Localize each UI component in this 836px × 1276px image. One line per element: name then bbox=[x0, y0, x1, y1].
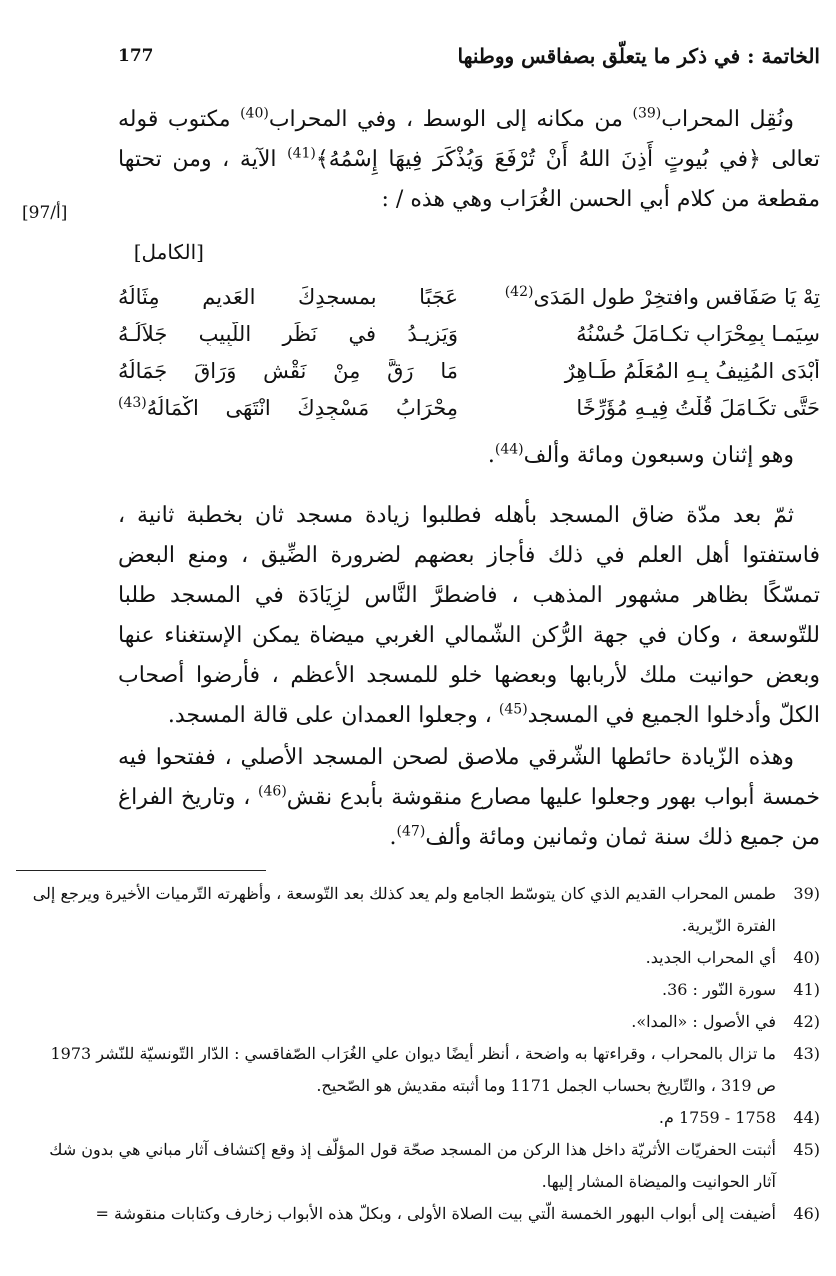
footnote-number: (41 bbox=[793, 980, 820, 999]
intro-text-2: من مكانه إلى الوسط ، وفي المحراب bbox=[268, 107, 633, 132]
footnote-text: في الأصول : «المدا». bbox=[631, 1012, 776, 1031]
verse-1-first-hemistich: تِهْ يَا صَفَاقس وافتخِرْ طول المَدَى$^{(42)}$ bbox=[504, 284, 820, 309]
footnote bbox=[28, 974, 820, 1006]
poem-verse bbox=[118, 352, 820, 389]
footnote-number: (40 bbox=[793, 948, 820, 967]
footnote bbox=[28, 1198, 820, 1230]
poem bbox=[118, 278, 820, 426]
date-line-text: وهو إثنان وسبعون ومائة وألف bbox=[523, 443, 794, 468]
footnote-text: أضيفت إلى أبواب البهور الخمسة الّتي بيت الصلاة الأولى ، وبكلّ هذه الأبواب زخارف وكتابات منقوشة = bbox=[95, 1204, 776, 1223]
page-header bbox=[118, 40, 820, 80]
paragraph-expansion bbox=[118, 496, 820, 736]
footnote-number: (45 bbox=[793, 1140, 820, 1159]
intro-text-1: ونُقِل المحراب bbox=[661, 107, 795, 132]
footnote-text: ما تزال بالمحراب ، وقراءتها به واضحة ، أنظر أيضًا ديوان علي الغُرَاب الصّفاقسي : الدّار التّونسيّة للنّشر 1973 ص 319 ، والتّاريخ بحساب الجمل 1171 وما أثبته مقديش هو الصّحيح. bbox=[50, 1044, 776, 1095]
poem-verse bbox=[118, 389, 820, 426]
footnote-text: سورة النّور : 36. bbox=[661, 980, 776, 999]
footnote-ref-47: (47) bbox=[396, 823, 426, 840]
footnote-separator bbox=[16, 870, 266, 871]
footnote bbox=[28, 1006, 820, 1038]
footnote-text: أثبتت الحفريّات الأثريّة داخل هذا الركن من المسجد صحّة قول المؤلّف إذ وقع إكتشاف آثار مباني هي بدون شك آثار الحوانيت والميضاة المشار إليها. bbox=[49, 1140, 776, 1191]
footnote-ref-42: (42) bbox=[504, 284, 534, 300]
manuscript-folio-reference: [97/أ] bbox=[22, 203, 68, 223]
paragraph-addition bbox=[118, 738, 820, 858]
running-title: الخاتمة : في ذكر ما يتعلّق بصفاقس ووطنها bbox=[457, 44, 820, 68]
footnote-ref-39: (39) bbox=[632, 105, 662, 122]
verse-3-first-hemistich: أَبْدَى المُنِيفُ بِـهِ المُعَلِّمُ طَـاهِرٌ bbox=[564, 358, 820, 383]
footnote-number: (44 bbox=[793, 1108, 820, 1127]
footnote-number: (39 bbox=[793, 884, 820, 903]
paragraph-2-text-2: ، وجعلوا العمدان على قالة المسجد. bbox=[167, 703, 499, 728]
poem-verse bbox=[118, 315, 820, 352]
footnote-ref-46: (46) bbox=[258, 783, 287, 800]
verse-1-second-hemistich: عَجَبًا بمسجدِكَ العَديمِ مِثَالُهُ bbox=[118, 284, 458, 309]
footnote bbox=[28, 942, 820, 974]
footnote bbox=[28, 1134, 820, 1198]
footnote bbox=[28, 1102, 820, 1134]
paragraph-3-text-3: . bbox=[389, 825, 397, 850]
poem-date-line bbox=[118, 436, 820, 476]
footnote bbox=[28, 878, 820, 942]
verse-4-second-hemistich: مِحْرَابُ مَسْجِدِكَ انْتَهَى اكْمَالُهُ$^{(43)}$ bbox=[118, 395, 458, 420]
footnote-text: 1758 - 1759 م. bbox=[658, 1108, 776, 1127]
footnote-number: (42 bbox=[793, 1012, 820, 1031]
footnote-ref-41: (41) bbox=[287, 145, 316, 162]
poem-verse bbox=[118, 278, 820, 315]
verse-4-first-hemistich: حَتَّى تكَـامَلَ قُلْتُ فِيـهِ مُؤَرِّخًا bbox=[576, 395, 820, 420]
paragraph-3-text-1: وهذه الزّيادة حائطها الشّرقي ملاصق لصحن المسجد الأصلي ، ففتحوا فيه خمسة أبواب بهور وجعلوا عليها مصارع منقوشة بأبدع نقش bbox=[118, 745, 820, 810]
intro-text-3: مكتوب قوله تعالى ﴿في بُيوتٍ أَذِنَ اللهُ أَنْ تُرْفَعَ وَيُذْكَرَ فِيهَا إِسْمُهُ﴾ bbox=[118, 107, 820, 172]
date-line-end: . bbox=[487, 443, 495, 468]
footnote-ref-45: (45) bbox=[498, 701, 528, 718]
footnote-number: (43 bbox=[793, 1044, 820, 1063]
footnote-number: (46 bbox=[793, 1204, 820, 1223]
footnote-ref-40: (40) bbox=[240, 105, 269, 122]
page-number: 177 bbox=[118, 46, 154, 66]
intro-text-4: الآية ، ومن تحتها مقطعة من كلام أبي الحسن الغُرَاب وهي هذه / : bbox=[118, 147, 820, 212]
footnotes bbox=[28, 878, 820, 1230]
footnote-ref-43: (43) bbox=[118, 395, 147, 411]
verse-3-second-hemistich: مَا رَقَّ مِنْ نَقْشٍ وَرَاقَ جَمَالُهُ bbox=[118, 358, 458, 383]
paragraph-2-text-1: ثمّ بعد مدّة ضاق المسجد بأهله فطلبوا زيادة مسجد ثان بخطبة ثانية ، فاستفتوا أهل العلم في ذلك فأجاز بعضهم لضرورة الضِّيق ، ومنع البعض تمسّكًا بظاهر مشهور المذهب ، فاضطرَّ النَّاس لزِيَادَة في المسجد طلبا للتّوسعة ، وكان في جهة الرُّكن الشّمالي الغربي ميضاة يمكن الإستغناء عنها وبعض حوانيت ملك لأربابها وبعضها خلو للمسجد الأعظم ، فأرضوا أصحاب الكلّ وأدخلوا الجميع في المسجد bbox=[118, 503, 820, 728]
footnote-text: أي المحراب الجديد. bbox=[645, 948, 776, 967]
footnote-ref-44: (44) bbox=[494, 441, 524, 458]
verse-2-first-hemistich: سِيَمـا بِمِحْرَابٍ تكـامَلَ حُسْنُهُ bbox=[576, 321, 820, 346]
verse-2-second-hemistich: وَيَزِيـدُ في نَظَرِ اللَّبِيبِ جَلاَلُـهُ bbox=[118, 321, 458, 346]
paragraph-3-text-2: ، وتاريخ الفراغ من جميع ذلك سنة ثمان وثمانين ومائة وألف bbox=[118, 785, 820, 850]
intro-paragraph bbox=[118, 100, 820, 220]
footnote bbox=[28, 1038, 820, 1102]
footnote-text: طمس المحراب القديم الذي كان يتوسّط الجامع ولم يعد كذلك بعد التّوسعة ، وأظهرته التّرميات الأخيرة ويرجع إلى الفترة الزّيرية. bbox=[32, 884, 776, 935]
poem-meter: [الكامل] bbox=[133, 240, 204, 264]
